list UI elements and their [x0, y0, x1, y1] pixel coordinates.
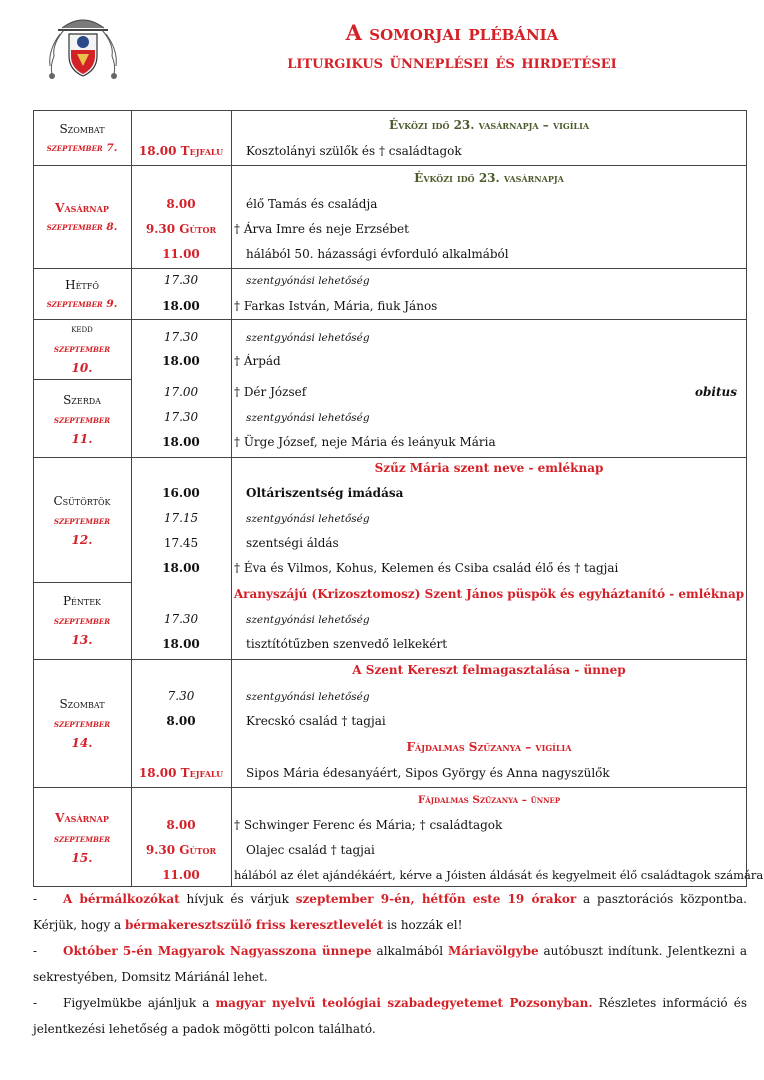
mass-intention: tisztítótűzben szenvedő lelkekért	[246, 637, 448, 651]
confession-note: szentgyónási lehetőség	[246, 614, 370, 626]
day-label: Vasárnap	[55, 201, 109, 215]
mass-time: 8.00	[166, 818, 196, 832]
feast-header: Aranyszájú (Krizosztomosz) Szent János püspök és egyháztanító - emléknap	[233, 587, 745, 601]
day-date: szeptember	[53, 343, 111, 355]
mass-intention: Kosztolányi szülők és † családtagok	[246, 144, 462, 158]
day-date: szeptember	[53, 615, 111, 627]
adoration-time: 16.00	[162, 486, 200, 500]
feast-header: Fájdalmas Szűzanya – vigília	[406, 740, 572, 754]
day-date: szeptember	[53, 515, 111, 527]
title-line-2: liturgikus ünneplései és hirdetései	[287, 51, 617, 73]
day-label: Szombat	[59, 122, 105, 136]
confession-note: szentgyónási lehetőség	[246, 513, 370, 525]
day-date: 14.	[71, 736, 93, 750]
mass-time: 8.00	[166, 714, 196, 728]
mass-intention: élő Tamás és családja	[246, 197, 378, 211]
mass-intention: † Árpád	[234, 354, 281, 368]
confession-time: 17.15	[163, 511, 199, 525]
mass-intention: † Ürge József, neje Mária és leányuk Mária	[234, 435, 496, 449]
day-label: Szombat	[59, 697, 105, 711]
mass-intention: † Farkas István, Mária, fiuk János	[234, 299, 438, 313]
schedule-table	[33, 110, 764, 887]
mass-time: 18.00	[162, 299, 200, 313]
confession-note: szentgyónási lehetőség	[246, 275, 370, 287]
mass-time: 18.00	[162, 637, 200, 651]
day-date: szeptember 8.	[46, 221, 118, 233]
mass-time: 18.00	[162, 354, 200, 368]
mass-time: 18.00 Tejfalu	[138, 766, 224, 780]
parish-crest-icon	[44, 10, 122, 82]
day-date: 11.	[71, 432, 93, 446]
day-label: Péntek	[62, 594, 102, 608]
day-date: 15.	[71, 851, 93, 865]
mass-time: 11.00	[162, 247, 200, 261]
day-label: Vasárnap	[55, 811, 109, 825]
mass-intention: hálából az élet ajándékáért, kérve a Jóisten áldását és kegyelmeit élő családtagok számára	[234, 868, 764, 882]
day-label: kedd	[71, 323, 93, 335]
page-title	[140, 20, 764, 76]
mass-intention: † Dér József	[234, 385, 307, 399]
day-date: szeptember 7.	[46, 142, 118, 154]
confession-time: 17.30	[163, 330, 199, 344]
mass-intention: Olajec család † tagjai	[246, 843, 375, 857]
feast-header: A Szent Kereszt felmagasztalása - ünnep	[352, 663, 626, 677]
mass-intention: † Árva Imre és neje Erzsébet	[234, 222, 409, 236]
confession-time: 17.30	[163, 612, 199, 626]
mass-intention: Krecskó család † tagjai	[246, 714, 386, 728]
mass-time: 18.00 Tejfalu	[138, 144, 224, 158]
day-label: Csütörtök	[53, 494, 111, 508]
blessing-time: 17.45	[163, 536, 199, 550]
day-label: Szerda	[63, 393, 101, 407]
announcement: - Október 5-én Magyarok Nagyasszona ünnepe alkalmából Máriavölgybe autóbuszt indítunk. Jelentkezni a sekrestyében, Domsitz Máriánál lehet.	[33, 944, 748, 984]
mass-intention: Sipos Mária édesanyáért, Sipos György és Anna nagyszülők	[246, 766, 610, 780]
confession-time: 17.30	[163, 410, 199, 424]
feast-header: Szűz Mária szent neve - emléknap	[374, 461, 604, 475]
confession-time: 7.30	[167, 689, 195, 703]
day-date: 13.	[71, 633, 93, 647]
day-date: szeptember	[53, 833, 111, 845]
feast-header: Évközi idő 23. vasárnapja	[414, 171, 564, 185]
confession-time: 17.30	[163, 273, 199, 287]
mass-time: 18.00	[162, 435, 200, 449]
day-label: Hétfő	[65, 278, 99, 292]
day-date: 10.	[71, 361, 93, 375]
mass-intention: † Éva és Vilmos, Kohus, Kelemen és Csiba család élő és † tagjai	[234, 561, 619, 575]
mass-time: 17.00	[163, 385, 199, 399]
day-date: 12.	[71, 533, 93, 547]
confession-note: szentgyónási lehetőség	[246, 412, 370, 424]
feast-header: Fájdalmas Szűzanya – ünnep	[417, 794, 561, 806]
mass-time: 8.00	[166, 197, 196, 211]
announcements	[33, 886, 747, 1042]
confession-note: szentgyónási lehetőség	[246, 332, 370, 344]
mass-time: 18.00	[162, 561, 200, 575]
adoration-note: Oltáriszentség imádása	[246, 486, 404, 500]
obitus-note: obitus	[695, 385, 737, 399]
day-date: szeptember 9.	[46, 298, 118, 310]
confession-note: szentgyónási lehetőség	[246, 691, 370, 703]
feast-header: Évközi idő 23. vasárnapja – vigília	[388, 118, 590, 132]
mass-intention: hálából 50. házassági évforduló alkalmából	[246, 247, 509, 261]
mass-intention: † Schwinger Ferenc és Mária; † családtagok	[234, 818, 503, 832]
mass-time: 11.00	[162, 868, 200, 882]
mass-time: 9.30 Gútor	[145, 222, 217, 236]
announcement: - Figyelmükbe ajánljuk a magyar nyelvű teológiai szabadegyetemet Pozsonyban. Részletes információ és jelentkezési lehetőség a padok mögötti polcon található.	[33, 996, 747, 1036]
day-date: szeptember	[53, 718, 111, 730]
blessing-note: szentségi áldás	[246, 536, 339, 550]
mass-time: 9.30 Gútor	[145, 843, 217, 857]
title-line-1: A somorjai plébánia	[345, 20, 559, 45]
announcement: - A bérmálkozókat hívjuk és várjuk szeptember 9-én, hétfőn este 19 órakor a pasztorációs központba. Kérjük, hogy a bérmakeresztszülő friss keresztlevelét is hozzák el!	[33, 892, 747, 932]
day-date: szeptember	[53, 414, 111, 426]
